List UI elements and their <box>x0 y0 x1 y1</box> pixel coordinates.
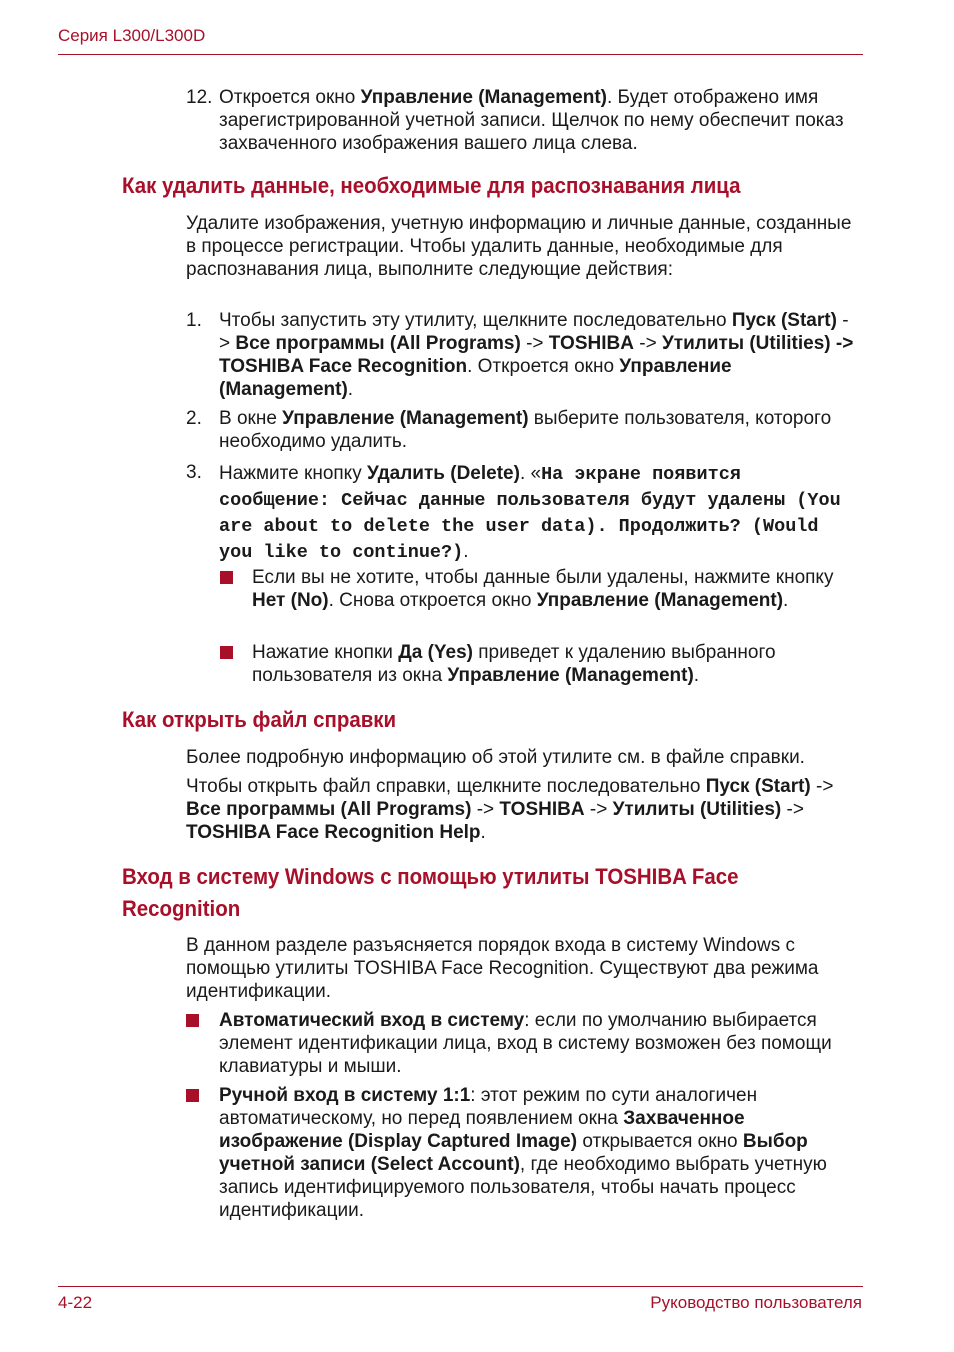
bullet-text: Автоматический вход в систему: если по умолчанию выбирается элемент идентификации лица, вход в систему возможен без помощи клавиатуры и мыши. <box>219 1010 832 1077</box>
section-intro: В данном разделе разъясняется порядок входа в систему Windows с помощью утилиты TOSHIBA Face Recognition. Существуют два режима идентификации. <box>186 935 819 1002</box>
section-paragraph: Чтобы открыть файл справки, щелкните последовательно Пуск (Start) -> Все программы (All Programs) -> TOSHIBA -> Утилиты (Utilities) -> TOSHIBA Face Recognition Help. <box>186 776 834 843</box>
page-number: 4-22 <box>58 1293 93 1312</box>
section-intro: Удалите изображения, учетную информацию и личные данные, созданные в процессе регистрации. Чтобы удалить данные, необходимые для распознавания лица, выполните следующие действия: <box>186 213 852 280</box>
section-heading-help-file: Как открыть файл справки <box>122 707 397 732</box>
step-text: Нажмите кнопку Удалить (Delete). «На экране появится сообщение: Сейчас данные пользователя будут удалены (You are about to delete the user data). Продолжить? (Would you like to continue?). <box>219 463 841 563</box>
step-number: 2. <box>186 408 202 429</box>
step-text: Откроется окно Управление (Management). Будет отображено имя зарегистрированной учетной записи. Щелчок по нему обеспечит показ захваченного изображения вашего лица слева. <box>219 87 844 154</box>
section-paragraph: Более подробную информацию об этой утилите см. в файле справки. <box>186 747 805 768</box>
bullet-square-icon <box>220 646 233 659</box>
step-number: 1. <box>186 310 202 331</box>
bullet-text: Нажатие кнопки Да (Yes) приведет к удалению выбранного пользователя из окна Управление (Management). <box>252 642 776 686</box>
header-rule <box>58 54 863 55</box>
section-heading-delete-data: Как удалить данные, необходимые для распознавания лица <box>122 173 741 198</box>
footer-rule <box>58 1286 863 1287</box>
bullet-text: Ручной вход в систему 1:1: этот режим по сути аналогичен автоматическому, но перед появлением окна Захваченное изображение (Display Captured Image) открывается окно Выбор учетной записи (Select Account), где необходимо выбрать учетную запись идентифицируемого пользователя, чтобы начать процесс идентификации. <box>219 1085 827 1221</box>
section-heading-windows-login: Вход в систему Windows с помощью утилиты TOSHIBA Face Recognition <box>122 864 739 921</box>
step-number: 12. <box>186 87 213 108</box>
bullet-square-icon <box>186 1089 199 1102</box>
header-title: Серия L300/L300D <box>58 26 206 45</box>
bullet-square-icon <box>220 571 233 584</box>
step-number: 3. <box>186 462 202 483</box>
dialog-message: На экране появится сообщение: Сейчас данные пользователя будут удалены (You are about to delete the user data). Продолжить? (Would you like to continue?) <box>219 464 841 563</box>
bullet-square-icon <box>186 1014 199 1027</box>
step-text: Чтобы запустить эту утилиту, щелкните последовательно Пуск (Start) -> Все программы (All Programs) -> TOSHIBA -> Утилиты (Utilities) -> TOSHIBA Face Recognition. Откроется окно Управление (Management). <box>219 310 854 400</box>
footer-doc-title: Руководство пользователя <box>650 1293 862 1312</box>
step-text: В окне Управление (Management) выберите пользователя, которого необходимо удалить. <box>219 408 832 452</box>
bullet-text: Если вы не хотите, чтобы данные были удалены, нажмите кнопку Нет (No). Снова откроется окно Управление (Management). <box>252 567 834 611</box>
